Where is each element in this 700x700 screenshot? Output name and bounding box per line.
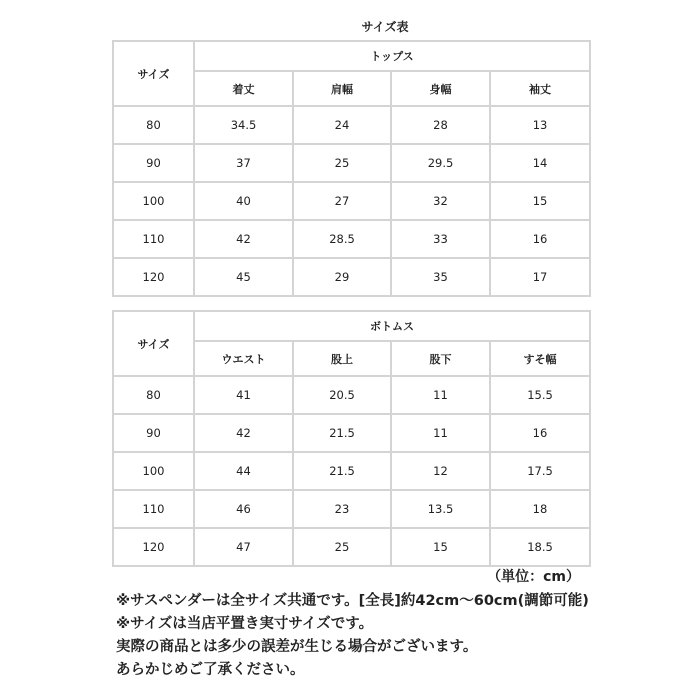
value-cell: 46	[194, 490, 293, 528]
table-row	[113, 376, 590, 414]
group-header: ボトムス	[194, 311, 590, 341]
value-cell: 14	[490, 144, 590, 182]
table-row	[113, 258, 590, 296]
value-cell: 32	[391, 182, 490, 220]
value-cell: 25	[293, 528, 391, 566]
value-cell: 16	[490, 414, 590, 452]
value-cell: 40	[194, 182, 293, 220]
value-cell: 13	[490, 106, 590, 144]
value-cell: 33	[391, 220, 490, 258]
value-cell: 41	[194, 376, 293, 414]
value-cell: 35	[391, 258, 490, 296]
column-header: 袖丈	[490, 71, 590, 106]
value-cell: 18	[490, 490, 590, 528]
value-cell: 44	[194, 452, 293, 490]
value-cell: 23	[293, 490, 391, 528]
header-row	[113, 41, 590, 71]
note-line: ※サスペンダーは全サイズ共通です。[全長]約42cm～60cm(調節可能)	[116, 593, 589, 609]
column-header: 股上	[293, 341, 391, 376]
value-cell: 21.5	[293, 452, 391, 490]
page-title: サイズ表	[361, 20, 409, 34]
bottoms-size-table	[112, 310, 591, 567]
table-row	[113, 528, 590, 566]
unit-label: （単位：cm）	[487, 569, 580, 585]
value-cell: 20.5	[293, 376, 391, 414]
table-row	[113, 220, 590, 258]
value-cell: 15	[490, 182, 590, 220]
value-cell: 21.5	[293, 414, 391, 452]
value-cell: 18.5	[490, 528, 590, 566]
column-header: 肩幅	[293, 71, 391, 106]
value-cell: 12	[391, 452, 490, 490]
table-row	[113, 106, 590, 144]
size-cell: 90	[113, 414, 194, 452]
value-cell: 28.5	[293, 220, 391, 258]
tops-size-table	[112, 40, 591, 297]
size-cell: 80	[113, 376, 194, 414]
group-header: トップス	[194, 41, 590, 71]
table-row	[113, 144, 590, 182]
value-cell: 42	[194, 220, 293, 258]
size-cell: 90	[113, 144, 194, 182]
header-row	[113, 311, 590, 341]
value-cell: 15.5	[490, 376, 590, 414]
value-cell: 45	[194, 258, 293, 296]
column-header: すそ幅	[490, 341, 590, 376]
size-header: サイズ	[113, 311, 194, 376]
table-row	[113, 452, 590, 490]
value-cell: 42	[194, 414, 293, 452]
size-cell: 110	[113, 490, 194, 528]
value-cell: 47	[194, 528, 293, 566]
size-cell: 80	[113, 106, 194, 144]
column-header: 身幅	[391, 71, 490, 106]
column-header: 着丈	[194, 71, 293, 106]
value-cell: 34.5	[194, 106, 293, 144]
value-cell: 17.5	[490, 452, 590, 490]
table-row	[113, 490, 590, 528]
table-row	[113, 182, 590, 220]
size-cell: 100	[113, 452, 194, 490]
value-cell: 37	[194, 144, 293, 182]
size-cell: 100	[113, 182, 194, 220]
note-line: あらかじめご了承ください。	[116, 662, 305, 678]
column-header: ウエスト	[194, 341, 293, 376]
size-cell: 110	[113, 220, 194, 258]
value-cell: 25	[293, 144, 391, 182]
note-line: ※サイズは当店平置き実寸サイズです。	[116, 616, 374, 632]
value-cell: 11	[391, 376, 490, 414]
size-cell: 120	[113, 528, 194, 566]
notes	[116, 590, 589, 682]
size-cell: 120	[113, 258, 194, 296]
note-line: 実際の商品とは多少の誤差が生じる場合がございます。	[116, 639, 478, 655]
value-cell: 13.5	[391, 490, 490, 528]
size-header: サイズ	[113, 41, 194, 106]
value-cell: 15	[391, 528, 490, 566]
column-header: 股下	[391, 341, 490, 376]
table-row	[113, 414, 590, 452]
value-cell: 29.5	[391, 144, 490, 182]
value-cell: 11	[391, 414, 490, 452]
value-cell: 28	[391, 106, 490, 144]
value-cell: 24	[293, 106, 391, 144]
value-cell: 27	[293, 182, 391, 220]
value-cell: 16	[490, 220, 590, 258]
value-cell: 29	[293, 258, 391, 296]
value-cell: 17	[490, 258, 590, 296]
